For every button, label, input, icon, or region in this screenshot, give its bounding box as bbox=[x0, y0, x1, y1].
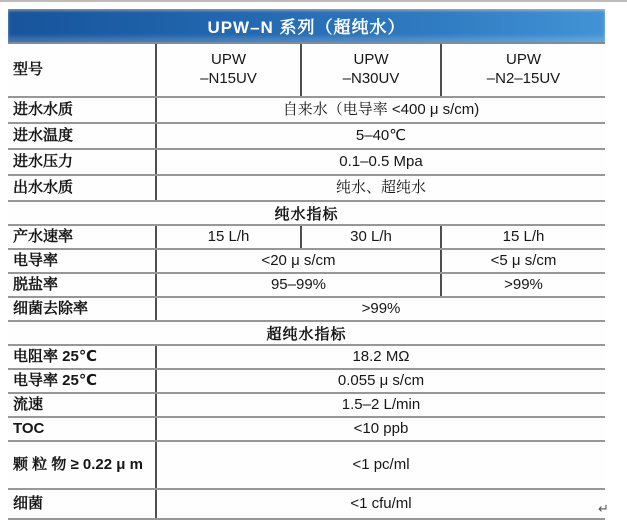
value-toc: <10 ppb bbox=[155, 418, 605, 440]
table-row-output-quality bbox=[8, 176, 605, 202]
section-header-pure-water: 纯水指标 bbox=[8, 202, 605, 226]
row-label-bacteria: 细菌 bbox=[13, 494, 44, 512]
row-label-feed-temperature: 进水温度 bbox=[13, 126, 74, 144]
value-particles: <1 pc/ml bbox=[155, 442, 605, 488]
section-header-ultrapure-water: 超纯水指标 bbox=[8, 322, 605, 346]
row-label-conductivity-25c: 电导率 25℃ bbox=[13, 371, 98, 389]
table-row-conductivity bbox=[8, 250, 605, 274]
table-row-particles bbox=[8, 442, 605, 490]
value-resistivity: 18.2 MΩ bbox=[155, 346, 605, 368]
table-row-toc bbox=[8, 418, 605, 442]
model-upw-n15uv: UPW –N15UV bbox=[155, 44, 300, 96]
table-row-resistivity bbox=[8, 346, 605, 370]
paragraph-return-mark: ↵ bbox=[598, 501, 609, 516]
row-label-production-rate: 产水速率 bbox=[13, 227, 74, 245]
value-conductivity-25c: 0.055 μ s/cm bbox=[155, 370, 605, 392]
row-label-bacteria-removal: 细菌去除率 bbox=[13, 299, 89, 317]
value-bacteria-removal: >99% bbox=[155, 298, 605, 320]
row-label-resistivity: 电阻率 25℃ bbox=[13, 347, 98, 365]
value-desalination-col3: >99% bbox=[440, 274, 605, 296]
row-label-feed-quality: 进水水质 bbox=[13, 100, 74, 118]
value-rate-n15uv: 15 L/h bbox=[155, 226, 300, 248]
value-flow-rate: 1.5–2 L/min bbox=[155, 394, 605, 416]
value-output-quality: 纯水、超纯水 bbox=[155, 176, 605, 200]
row-label-conductivity: 电导率 bbox=[13, 251, 59, 269]
model-upw-n30uv: UPW –N30UV bbox=[300, 44, 440, 96]
table-row-feed-pressure bbox=[8, 150, 605, 176]
row-label-model: 型号 bbox=[13, 60, 44, 78]
table-row-desalination bbox=[8, 274, 605, 298]
value-feed-pressure: 0.1–0.5 Mpa bbox=[155, 150, 605, 174]
table-row-feed-quality bbox=[8, 98, 605, 124]
value-feed-quality: 自来水（电导率 <400 μ s/cm) bbox=[155, 98, 605, 122]
row-label-desalination: 脱盐率 bbox=[13, 275, 59, 293]
table-title: UPW–N 系列（超纯水） bbox=[207, 18, 406, 37]
table-row-bacteria bbox=[8, 490, 605, 520]
table-row-model bbox=[8, 42, 605, 98]
table-row-bacteria-removal bbox=[8, 298, 605, 322]
row-label-toc: TOC bbox=[13, 419, 45, 437]
table-row-feed-temperature bbox=[8, 124, 605, 150]
value-rate-n2-15uv: 15 L/h bbox=[440, 226, 605, 248]
row-label-particles: 颗 粒 物 ≥ 0.22 μ m bbox=[13, 455, 143, 473]
row-label-feed-pressure: 进水压力 bbox=[13, 152, 74, 170]
model-upw-n2-15uv: UPW –N2–15UV bbox=[440, 44, 605, 96]
table-row-flow-rate bbox=[8, 394, 605, 418]
value-conductivity-col3: <5 μ s/cm bbox=[440, 250, 605, 272]
value-bacteria: <1 cfu/ml bbox=[155, 490, 605, 518]
table-row-conductivity-25c bbox=[8, 370, 605, 394]
page-top-border-line bbox=[0, 0, 627, 2]
row-label-flow-rate: 流速 bbox=[13, 395, 44, 413]
row-label-output-quality: 出水水质 bbox=[13, 178, 74, 196]
table-title-bar bbox=[8, 9, 605, 42]
value-desalination-cols12: 95–99% bbox=[155, 274, 440, 296]
value-feed-temperature: 5–40℃ bbox=[155, 124, 605, 148]
table-row-production-rate bbox=[8, 226, 605, 250]
value-conductivity-cols12: <20 μ s/cm bbox=[155, 250, 440, 272]
value-rate-n30uv: 30 L/h bbox=[300, 226, 440, 248]
spec-table bbox=[8, 9, 605, 520]
